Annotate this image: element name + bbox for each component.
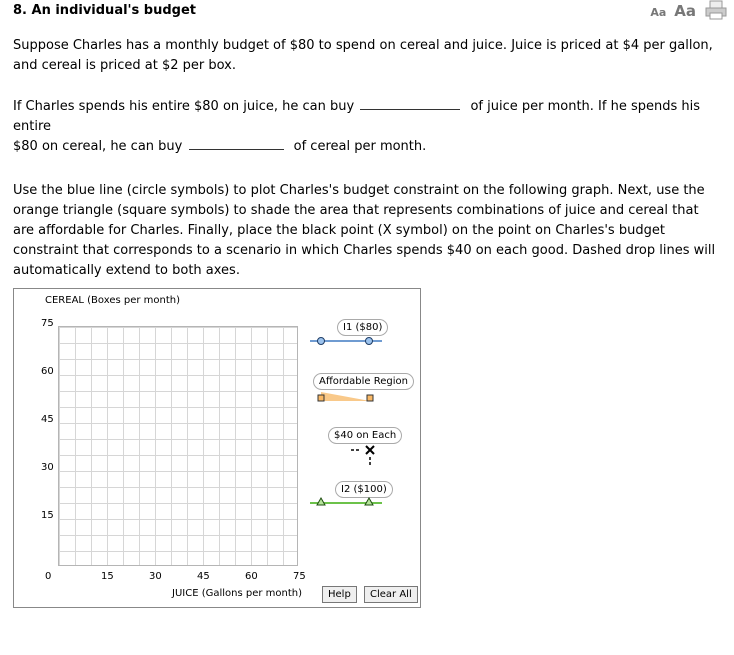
instructions-paragraph: Use the blue line (circle symbols) to plot Charles's budget constraint on the following graph. Next, use the orange triangle (square symbols) to shade the area that represents combinations of juice and cereal that are affordable for Charles. Finally, place the black point (X symbol) on the point on Charles's budget constraint that corresponds to a scenario in which Charles spends $40 on each good. Dashed drop lines will automatically extend to both axes. [13, 183, 716, 278]
i2-tool-label: I2 ($100) [335, 481, 393, 498]
affordable-region-tool[interactable] [316, 390, 376, 404]
plot-grid[interactable] [58, 326, 298, 566]
intro-paragraph: Suppose Charles has a monthly budget of $80 to spend on cereal and juice. Juice is priced at $4 per gallon, and cereal is priced at $2 per box. [13, 38, 713, 73]
affordable-region-tool-label: Affordable Region [313, 373, 414, 390]
x-tick-30: 30 [149, 571, 162, 582]
help-button[interactable]: Help [322, 586, 357, 603]
forty-each-point-tool[interactable] [349, 443, 379, 469]
i1-tool-label: I1 ($80) [337, 319, 388, 336]
y-tick-75: 75 [41, 318, 54, 329]
x-tick-15: 15 [101, 571, 114, 582]
y-tick-45: 45 [41, 414, 54, 425]
clear-all-button[interactable]: Clear All [364, 586, 418, 603]
juice-answer-input[interactable] [360, 97, 460, 110]
forty-each-tool-label: $40 on Each [328, 427, 402, 444]
y-tick-30: 30 [41, 462, 54, 473]
font-increase-button[interactable]: Aa [674, 2, 696, 20]
fill-text-2b: of cereal per month. [293, 139, 427, 154]
fill-text-1b: of juice per month. If he spends his entire [13, 99, 701, 134]
fill-text-1a: If Charles spends his entire $80 on juice, he can buy [13, 99, 355, 114]
graph-panel [13, 288, 421, 608]
i1-budget-line-tool[interactable] [308, 335, 384, 347]
x-tick-45: 45 [197, 571, 210, 582]
font-size-tools [650, 0, 728, 20]
y-tick-60: 60 [41, 366, 54, 377]
y-axis-label: CEREAL (Boxes per month) [45, 295, 181, 306]
print-icon[interactable] [704, 0, 728, 20]
y-tick-15: 15 [41, 510, 54, 521]
x-axis-label: JUICE (Gallons per month) [172, 588, 303, 599]
i2-budget-line-tool[interactable] [308, 496, 384, 508]
font-decrease-button[interactable]: Aa [650, 6, 667, 19]
cereal-answer-input[interactable] [189, 137, 284, 150]
x-tick-60: 60 [245, 571, 258, 582]
fill-text-2a: $80 on cereal, he can buy [13, 139, 183, 154]
origin-tick: 0 [45, 571, 52, 582]
x-tick-75: 75 [293, 571, 306, 582]
question-title: 8. An individual's budget [13, 3, 196, 18]
fill-in-paragraph [13, 97, 718, 157]
